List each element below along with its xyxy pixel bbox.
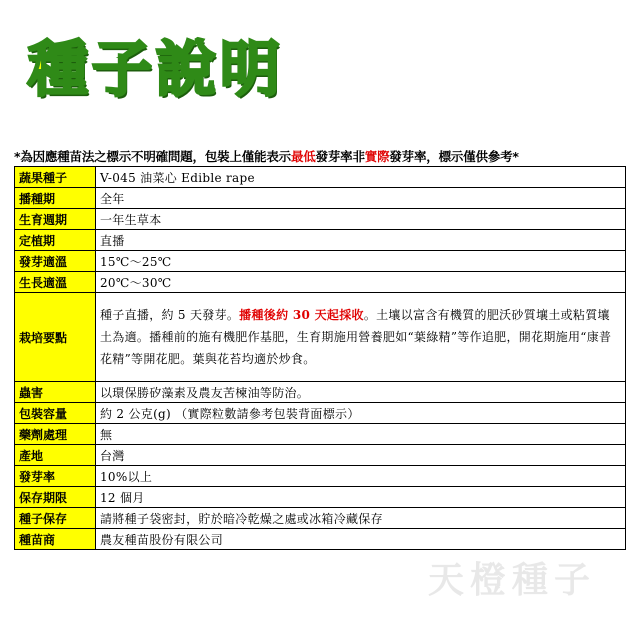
row-label: 種子保存 <box>15 508 96 529</box>
row-label: 產地 <box>15 445 96 466</box>
row-value: 無 <box>96 424 626 445</box>
row-label: 蔬果種子 <box>15 167 96 188</box>
row-value: 10%以上 <box>96 466 626 487</box>
table-row <box>15 445 626 466</box>
row-value: 20℃～30℃ <box>96 272 626 293</box>
row-value: 農友種苗股份有限公司 <box>96 529 626 550</box>
row-label: 保存期限 <box>15 487 96 508</box>
table-row <box>15 382 626 403</box>
row-value: 直播 <box>96 230 626 251</box>
row-value: 12 個月 <box>96 487 626 508</box>
row-label: 定植期 <box>15 230 96 251</box>
table-row <box>15 251 626 272</box>
table-row <box>15 188 626 209</box>
row-label: 發芽率 <box>15 466 96 487</box>
row-value: 台灣 <box>96 445 626 466</box>
harvest-highlight: 播種後約 30 天起採收 <box>239 308 364 322</box>
seed-spec-table <box>14 166 626 550</box>
row-value: 以環保勝矽藻素及農友苦楝油等防治。 <box>96 382 626 403</box>
row-value: V-045 油菜心 Edible rape <box>96 167 626 188</box>
table-row <box>15 424 626 445</box>
table-row <box>15 466 626 487</box>
table-row <box>15 167 626 188</box>
row-value: 15℃～25℃ <box>96 251 626 272</box>
notice-highlight-actual: 實際 <box>364 149 390 164</box>
row-label: 發芽適溫 <box>15 251 96 272</box>
page-title: 種子說明 <box>28 35 284 105</box>
row-value: 一年生草本 <box>96 209 626 230</box>
notice-part-3: 發芽率，標示僅供參考* <box>389 149 519 164</box>
notice-part-1: *為因應種苗法之標示不明確問題，包裝上僅能表示 <box>14 149 291 164</box>
row-label: 蟲害 <box>15 382 96 403</box>
watermark-text: 天橙種子 <box>428 560 597 601</box>
row-label: 生長適溫 <box>15 272 96 293</box>
row-value: 請將種子袋密封，貯於暗冷乾燥之處或冰箱冷藏保存 <box>96 508 626 529</box>
table-row <box>15 508 626 529</box>
table-row <box>15 487 626 508</box>
table-row <box>15 230 626 251</box>
row-label: 生育週期 <box>15 209 96 230</box>
notice-highlight-lowest: 最低 <box>290 149 316 164</box>
row-label: 播種期 <box>15 188 96 209</box>
cultivation-text-after: 。土壤以富含有機質的肥沃砂質壤土或粘質壤土為適。播種前的施有機肥作基肥，生育期施用營養肥如“葉綠精”等作追肥，開花期施用“康普花精”等開花肥。葉與花苔均適於炒食。 <box>100 308 612 366</box>
cultivation-row <box>15 293 626 382</box>
row-label: 藥劑處理 <box>15 424 96 445</box>
row-label: 包裝容量 <box>15 403 96 424</box>
table-row <box>15 403 626 424</box>
row-label: 種苗商 <box>15 529 96 550</box>
row-value: 全年 <box>96 188 626 209</box>
row-value: 約 2 公克(g) （實際粒數請參考包裝背面標示） <box>96 403 626 424</box>
table-row <box>15 209 626 230</box>
notice-part-2: 發芽率非 <box>315 149 365 164</box>
cultivation-text <box>96 293 626 382</box>
table-row <box>15 272 626 293</box>
table-row <box>15 529 626 550</box>
notice-text <box>14 147 626 165</box>
row-label: 栽培要點 <box>15 293 96 382</box>
cultivation-text-before: 種子直播，約 5 天發芽。 <box>100 308 240 322</box>
